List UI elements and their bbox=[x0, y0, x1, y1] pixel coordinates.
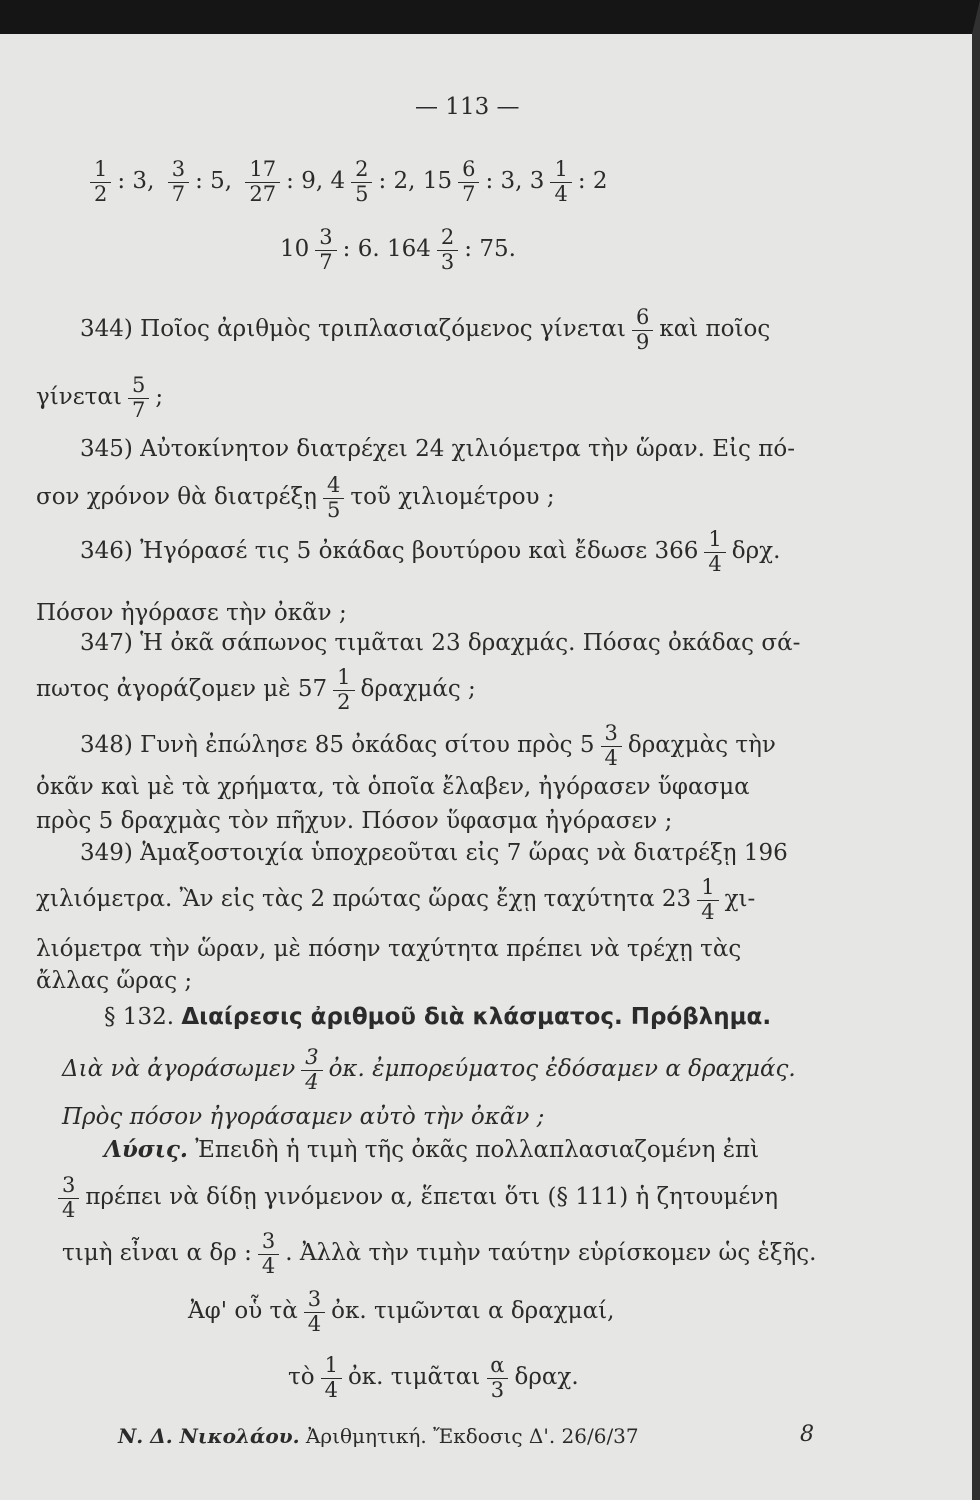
fraction: $\frac{2}{5}$ bbox=[351, 158, 372, 206]
exercise-fractions-line-2: 10 $\frac{3}{7}$ : 6. 164 $\frac{2}{3}$ : 75. bbox=[280, 225, 516, 274]
fraction: $\frac{6}{9}$ bbox=[632, 306, 653, 354]
fraction: $\frac{3}{4}$ bbox=[301, 1046, 322, 1094]
fraction: $\frac{1}{2}$ bbox=[90, 158, 111, 206]
solution-label: Λύσις. bbox=[104, 1136, 188, 1163]
section-title: Διαίρεσις ἀριθμοῦ διὰ κλάσματος. Πρόβλημα. bbox=[181, 1004, 772, 1030]
exercise-349-line-1: 349) Ἁμαξοστοιχία ὑποχρεοῦται εἰς 7 ὥρας νὰ διατρέξῃ 196 bbox=[80, 840, 788, 866]
fraction: $\frac{1}{4}$ bbox=[704, 528, 725, 576]
fraction: $\frac{1}{4}$ bbox=[550, 158, 571, 206]
exercise-fractions-line-1: $\frac{1}{2}$ : 3, $\frac{3}{7}$ : 5, $\frac{17}{27}$ : 9, 4 $\frac{2}{5}$ : 2, 15 $\frac{6}{7}$ : 3, 3 $\frac{1}{4}$ : 2 bbox=[84, 158, 608, 206]
fraction: $\frac{3}{4}$ bbox=[304, 1288, 325, 1336]
exercise-349-line-2: χιλιόμετρα. Ἂν εἰς τὰς 2 πρώτας ὥρας ἔχῃ ταχύτητα 23 $\frac{1}{4}$ χι- bbox=[36, 875, 756, 924]
exercise-345-line-2: σον χρόνον θὰ διατρέξῃ $\frac{4}{5}$ τοῦ χιλιομέτρου ; bbox=[36, 473, 555, 522]
fraction: $\frac{3}{7}$ bbox=[168, 158, 189, 206]
exercise-348-line-3: πρὸς 5 δραχμὰς τὸν πῆχυν. Πόσον ὕφασμα ἠγόρασεν ; bbox=[36, 808, 673, 834]
exercise-347-line-2: πωτος ἀγοράζομεν μὲ 57 $\frac{1}{2}$ δραχμάς ; bbox=[36, 665, 476, 714]
exercise-347-line-1: 347) Ἡ ὀκᾶ σάπωνος τιμᾶται 23 δραχμάς. Πόσας ὀκάδας σά- bbox=[80, 630, 801, 656]
fraction: $\frac{1}{2}$ bbox=[333, 666, 354, 714]
fraction: $\frac{3}{4}$ bbox=[58, 1174, 79, 1222]
footer-edition: Ἀριθμητική. Ἔκδοσις Δ'. 26/6/37 bbox=[305, 1424, 639, 1448]
footer-author: Ν. Δ. Νικολάου. bbox=[118, 1424, 300, 1448]
fraction: $\frac{3}{4}$ bbox=[258, 1230, 279, 1278]
sheet-signature: 8 bbox=[800, 1422, 814, 1447]
exercise-349-line-3: λιόμετρα τὴν ὥραν, μὲ πόσην ταχύτητα πρέπει νὰ τρέχῃ τὰς bbox=[36, 936, 742, 962]
fraction: $\frac{1}{4}$ bbox=[697, 876, 718, 924]
solution-line-3: τιμὴ εἶναι α δρ : $\frac{3}{4}$ . Ἀλλὰ τὴν τιμὴν ταύτην εὑρίσκομεν ὡς ἑξῆς. bbox=[62, 1229, 817, 1278]
exercise-349-line-4: ἄλλας ὥρας ; bbox=[36, 968, 193, 994]
fraction: $\frac{2}{3}$ bbox=[437, 226, 458, 274]
fraction: $\frac{5}{7}$ bbox=[128, 374, 149, 422]
fraction: $\frac{17}{27}$ bbox=[245, 158, 280, 206]
fraction: $\frac{1}{4}$ bbox=[321, 1354, 342, 1402]
exercise-346-line-1: 346) Ἠγόρασέ τις 5 ὀκάδας βουτύρου καὶ ἔδωσε 366 $\frac{1}{4}$ δρχ. bbox=[80, 527, 781, 576]
exercise-348-line-1: 348) Γυνὴ ἐπώλησε 85 ὀκάδας σίτου πρὸς 5 $\frac{3}{4}$ δραχμὰς τὴν bbox=[80, 721, 776, 770]
fraction: $\frac{3}{7}$ bbox=[315, 226, 336, 274]
fraction: $\frac{3}{4}$ bbox=[601, 722, 622, 770]
fraction: $\frac{4}{5}$ bbox=[323, 474, 344, 522]
exercise-344-line-1: 344) Ποῖος ἀριθμὸς τριπλασιαζόμενος γίνεται $\frac{6}{9}$ καὶ ποῖος bbox=[80, 305, 771, 354]
exercise-344-line-2: γίνεται $\frac{5}{7}$ ; bbox=[36, 373, 164, 422]
exercise-346-line-2: Πόσον ἠγόρασε τὴν ὀκᾶν ; bbox=[36, 600, 347, 626]
solution-line-5: τὸ $\frac{1}{4}$ ὀκ. τιμᾶται $\frac{\alpha}{3}$ δραχ. bbox=[288, 1353, 579, 1402]
exercise-345-line-1: 345) Αὐτοκίνητον διατρέχει 24 χιλιόμετρα τὴν ὥραν. Εἰς πό- bbox=[80, 436, 795, 462]
section-heading bbox=[104, 1006, 771, 1029]
exercise-348-line-2: ὀκᾶν καὶ μὲ τὰ χρήματα, τὰ ὁποῖα ἔλαβεν, ἠγόρασεν ὕφασμα bbox=[36, 774, 750, 800]
solution-line-2: $\frac{3}{4}$ πρέπει νὰ δίδῃ γινόμενον α, ἕπεται ὅτι (§ 111) ἡ ζητουμένη bbox=[52, 1174, 778, 1222]
fraction: $\frac{6}{7}$ bbox=[458, 158, 479, 206]
section-number: § 132. bbox=[104, 1004, 175, 1030]
solution-line-4: Ἀφ' οὗ τὰ $\frac{3}{4}$ ὀκ. τιμῶνται α δραχμαί, bbox=[188, 1287, 615, 1336]
problem-line-2: Πρὸς πόσον ἠγοράσαμεν αὐτὸ τὴν ὀκᾶν ; bbox=[62, 1104, 545, 1130]
solution-line-1: Λύσις. Ἐπειδὴ ἡ τιμὴ τῆς ὀκᾶς πολλαπλασιαζομένη ἐπὶ bbox=[104, 1136, 760, 1163]
problem-line-1: Διὰ νὰ ἀγοράσωμεν $\frac{3}{4}$ ὀκ. ἐμπορεύματος ἐδόσαμεν α δραχμάς. bbox=[62, 1045, 796, 1094]
page-number: — 113 — bbox=[415, 94, 520, 120]
page-footer bbox=[118, 1426, 639, 1446]
fraction: $\frac{\alpha}{3}$ bbox=[486, 1354, 508, 1402]
